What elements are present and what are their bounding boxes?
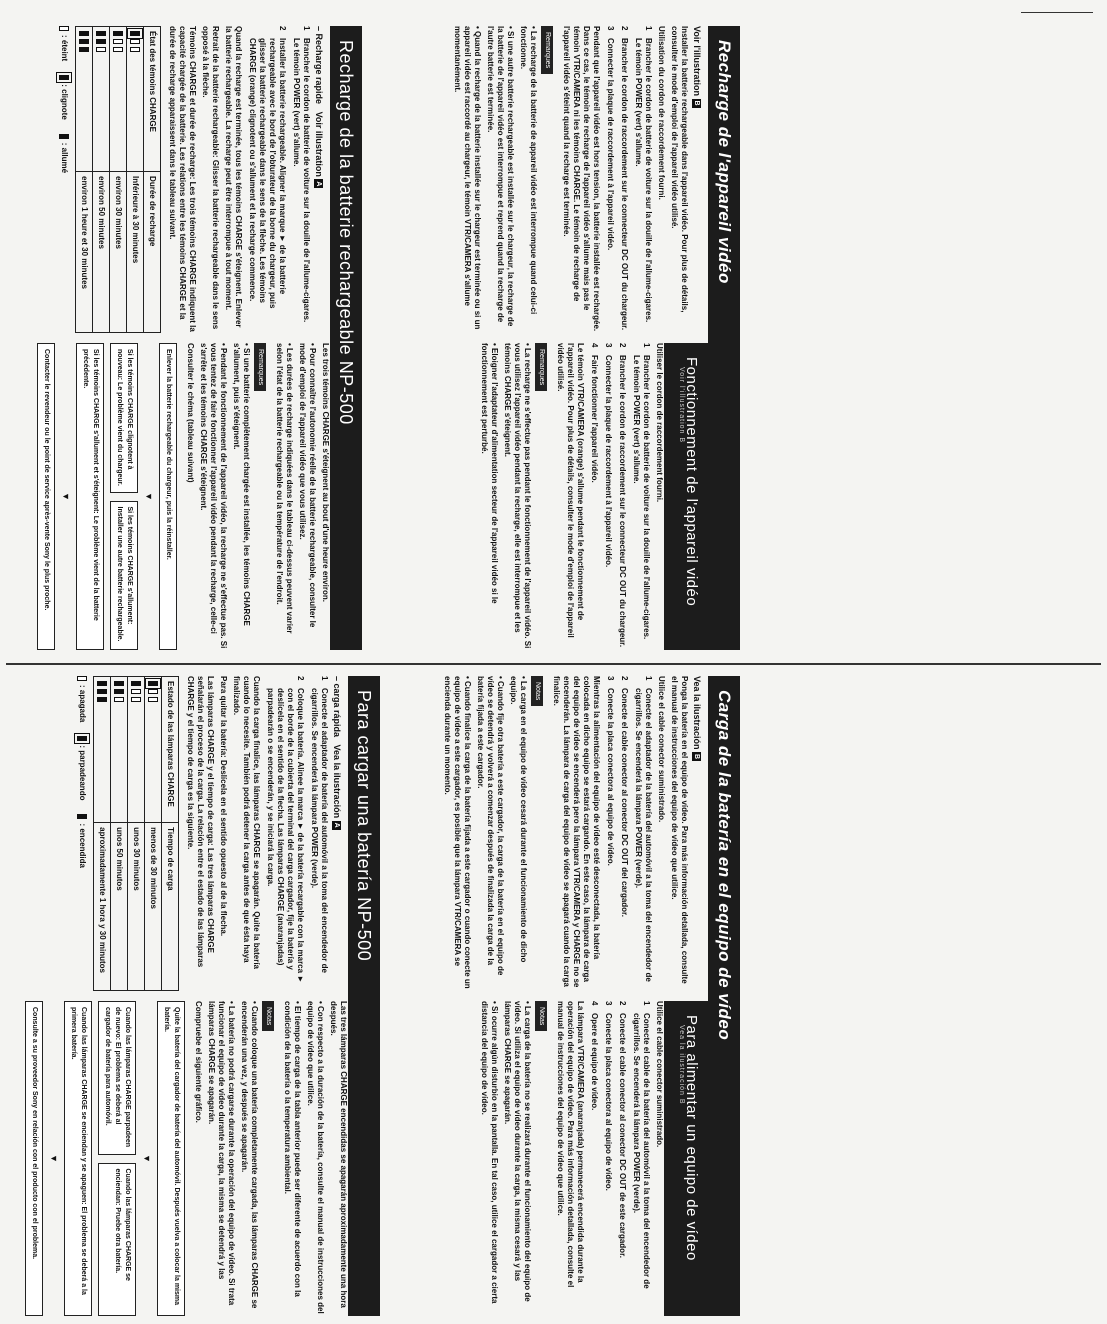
es-video-step-3: 3 Conecte la placa conectora al equipo de vídeo. [605,676,615,866]
es-video-note-2: • Cuando fije otra batería a este cargador, la carga de la batería en el equipo de vídeo se detendrá y volverá a comenzar después de finalizada la carga de la batería fijada a este cargador. [475,676,505,976]
es-video-note-chip: Notas [531,676,543,706]
arrow-down-icon: ▼ [61,492,71,501]
es-op-note-2: • Si ocurre algún disturbio en la pantalla. En tal caso, utilice el cargador a cierta distancia del equipo de vídeo. [480,1001,499,1304]
fr-legend: : éteint : clignote : allumé [59,26,69,333]
lamp-off-icon [59,26,69,31]
es-video-ill-title: Carga de la batería en el equipo de vídeo [715,690,734,1041]
page-divider [6,663,1101,665]
fr-video-step-1: 1 Brancher le cordon de batterie de voiture sur la douille de l'allume-cigares. Le témoin POWER (vert) s'allume. [633,26,653,323]
fr-note-2: • Pendant le fonctionnement de l'appareil vidéo, la recharge ne s'effectue pas. Si vous tentez de faire fonctionner l'appareil vidéo pendant la recharge, celle-ci s'arrête et les témoins CHARGE s'éteignent. [199,343,228,649]
fr-voir: Voir illustration [314,111,324,177]
fr-note-chip: Remarques [254,343,266,391]
es-charge-section [20,676,380,1316]
es-hour: Las tres lámparas CHARGE encendidas se apagarán aproximadamente una hora después. [329,1001,348,1308]
es-bullet-1: • Con respecto a la duración de la batería, consulte el manual de instrucciones del equipo de vídeo que utilice. [306,1001,325,1314]
es-flow-intro: Compruebe el siguiente gráfico. [194,1001,203,1123]
flow-box: Si les témoins CHARGE s'allument: Installer une autre batterie rechargeable. [110,501,138,651]
fr-hour: Les trois témoins CHARGE s'éteignent au bout d'une heure environ. [321,343,330,602]
es-video-p1: Mientras la alimentación del equipo de vídeo esté desconectada, la batería colocada en dicho equipo se estará cargando. En este caso, la lámpara de carga del equipo de vídeo se encenderá pero la lámpara VTR/CAMERA y CHARGE no se encenderán. La lámpara de carga del equipo de vídeo se apagará cuando la carga finalice. [551,676,601,988]
illustration-a-icon: A [314,181,322,187]
illustration-b-icon: B [692,100,700,106]
es-remove: Para quitar la batería: Deslícela en el sentido opuesto al de la flecha. [218,676,228,937]
fr-video-step-2: 2 Brancher le cordon de raccordement sur le connecteur DC OUT du chargeur. [619,26,629,331]
es-flowchart [25,1001,185,1316]
es-op-note-1: • La carga de la batería no se realizará durante el funcionamiento del equipo de vídeo. Si utiliza el equipo de vídeo durante la carga, la misma cesará y las lámparas CHARGE se apagarán. [503,1001,532,1302]
es-video-cable: Utilice el cable conector suministrado. [656,676,666,823]
table-row: environ 50 minutes [92,27,109,333]
es-step-1: 1 Conecte el adaptador de batería del automóvil a la toma del encendedor de cigarrillos. Se encenderá la lámpara POWER (verde). [309,676,329,973]
flow-box: Consulte a su proveedor Sony en relación con el producto con el problema. [25,1001,43,1316]
fr-charge-col-1 [0,26,330,333]
fr-video-p1: Pendant que l'appareil vidéo est hors tension, la batterie installée est rechargée. Dans ce cas, le témoin de recharge de l'appareil vidéo s'allume mais pas le témoin VTR/CAMERA ni les témoins CHARGE. Le témoin de recharge de l'appareil vidéo s'éteint quand la recharge est terminée. [561,26,601,332]
fr-flow-intro: Consulter le chéma (tableau suivant) [186,343,195,483]
es-op-step-3: 3 Conecte la placa conectora al equipo de vídeo. [604,1001,613,1191]
es-video-step-2: 2 Conecte el cable conector al conector DC OUT del cargador. [619,676,629,917]
es-video-intro: Ponga la batería en el equipo de vídeo. Para más información detallada, consulte el manual de instrucciones del equipo de vídeo que utilice. [669,676,689,984]
flow-box: Cuando las lámparas CHARGE se enciendan y se apaguen: El problema se deberá a la primera batería. [64,1001,92,1316]
arrow-down-icon: ▼ [142,1154,152,1163]
fr-video-intro: Installer la batterie rechargeable dans l'appareil vidéo. Pour plus de détails, consulter le mode d'emploi de l'appareil vidéo utilisé. [669,26,689,313]
flow-box: Si les témoins CHARGE clignotent à nouveau: Le problème vient du chargeur. [110,343,138,493]
fr-op-step-1: 1 Brancher le cordon de batterie de voiture sur la douille de l'allume-cigares. Le témoin POWER (vert) s'allume. [632,343,651,640]
fr-video-col-2: Fonctionnement de l'appareil vidéo Voir l'illustration B Utiliser le cordon de raccordement fourni. 1 Brancher le cordon de batterie de voiture sur la douille de l'allume-cigares. Le témoin POWER (vert) s'allume. 2 Brancher le cordon de raccordement sur le connecteur DC OUT du chargeur. 3 Connecter la plaque de raccordement à l'appareil vidéo. 4 Faire fonctionner l'appareil vidéo. Le témoin VTR/CAMERA (orange) s'allume pendant le fonctionnement de l'appareil vidéo. Pour plus de détails, consulter le mode d'emploi de l'appareil vidéo utilisé. Remarques • La recharge ne s'effectue pas pendant le fonctionnement de l'appareil vidéo. Si vous utilisez l'appareil vidéo pendant la recharge, elle est interrompue et les témoins CHARGE s'éteignent. • Eloigner l'adaptateur d'alimentation secteur de l'appareil vidéo si le fonctionnement est perturbé. [338,343,708,650]
fr-video-ill-title: Recharge de l'appareil vidéo [715,40,734,284]
fr-charge-table: État des témoins CHARGE Durée de recharge Inférieure à 30 minutes environ 30 minutes environ 50 minutes environ 1 heure et 30 minutes [75,26,161,333]
lamp-off-icon [77,676,87,681]
lamp-blink-icon [77,736,87,741]
fr-step-2: 2 Installer la batterie rechargeable. Aligner la marque ► de la batterie rechargeable avec le bord de l'obturateur de la borne du chargeur, puis glisser la batterie rechargeable dans le sens de la flèche. Les témoins CHARGE (orange) clignotent ou s'allument et la recharge commence. [247,26,287,309]
es-operation-note-chip: Notas [535,1001,547,1031]
es-video-step-1: 1 Conecte el adaptador de la batería del automóvil a la toma del encendedor de cigarrillos. Se encenderá la lámpara POWER (verde). [633,676,653,982]
fr-op-note-2: • Eloigner l'adaptateur d'alimentation secteur de l'appareil vidéo si le fonctionnement est perturbé. [480,343,499,604]
fr-op-step-3: 3 Connecter la plaque de raccordement à l'appareil vidéo. [604,343,613,568]
es-quick-heading: – carga rápida [332,676,342,738]
es-done: Cuando la carga finalice, las lámparas CHARGE se apagarán. Quite la batería cuando lo necesite. También podrá detener la carga antes de que ésta haya finalizado. [231,676,261,969]
table-row: menos de 30 minutos [144,677,161,991]
fr-charge-section [22,26,362,650]
flow-box: Cuando las lámparas CHARGE se enciendan: Pruebe otra batería. [98,1163,136,1317]
es-legend: : apagada : parpadeando : encendida [77,676,87,991]
fr-video-cable: Utilisation du cordon de raccordement fourni. [656,26,666,200]
es-op-step-2: 2 Conecte el cable conector al conector DC OUT de este cargador. [618,1001,627,1258]
es-lamps: Las lámparas CHARGE y el tiempo de carga: Las tres lámparas CHARGE señalarán el proceso de la carga. La relación entre el estado de las lámparas CHARGE y el tiempo de carga es la siguiente. [185,676,215,968]
es-charge-col-1: – carga rápida Vea la ilustración A 1 Conecte el adaptador de batería del automóvil a la toma del encendedor de cigarrillos. Se encenderá la lámpara POWER (verde). 2 Coloque la batería. Alinee la marca ► de la batería recargable con la marca ► con el borde de la cubierta del terminal del carga cargador, fije la batería y deslícela en el sentido de la flecha. Las lámparas CHARGE (anaranjadas) parpadearán o se encenderán, y se iniciará la carga. Cuando la carga finalice, las lámparas CHARGE se apagarán. Quite la batería cuando lo necesite. También podrá detener la carga antes de que ésta haya finalizado. Para quitar la batería: Deslícela en el sentido opuesto al de la flecha. Las lámparas CHARGE y el tiempo de carga: Las tres lámparas CHARGE señalarán el proceso de la carga. La relación entre el estado de las lámparas CHARGE y el tiempo de carga es la siguiente. Estado de las lámparas CHARGE Tiempo de carga menos de 30 minutos unos 30 minutos unos 50 minutos aproximadamente 1 hora y 30 minutos : apagada : parpadeando : encendida [0,676,348,991]
es-video-col-1: Vea la ilustración B Ponga la batería en el equipo de vídeo. Para más información detallada, consulte el manual de instrucciones del equipo de vídeo que utilice. Utilice el cable conector suministrado. 1 Conecte el adaptador de la batería del automóvil a la toma del encendedor de cigarrillos. Se encenderá la lámpara POWER (verde). 2 Conecte el cable conector al conector DC OUT del cargador. 3 Conecte la placa conectora al equipo de vídeo. Mientras la alimentación del equipo de vídeo esté desconectada, la batería colocada en dicho equipo se estará cargando. En este caso, la lámpara de carga del equipo de vídeo se encenderá pero la lámpara VTR/CAMERA y CHARGE no se encenderán. La lámpara de carga del equipo de vídeo se apagará cuando la carga finalice. Notas • La carga en el equipo de vídeo cesará durante el funcionamiento de dicho equipo. • Cuando fije otra batería a este cargador, la carga de la batería en el equipo de vídeo se detendrá y volverá a comenzar después de finalizada la carga de la batería fijada a este cargador. • Cuando finalice la carga de la batería fijada a este cargador o cuando conecte un equipo de vídeo a este cargador, es posible que la lámpara VTR/CAMERA se encienda durante un momento. [348,676,708,991]
fr-charge-col-2 [0,343,330,650]
es-charge-table: Estado de las lámparas CHARGE Tiempo de carga menos de 30 minutos unos 30 minutos unos 50 minutos aproximadamente 1 hora y 30 minutos [93,676,179,991]
es-video-section [380,676,740,1316]
fr-done: Quand la recharge est terminée, tous les témoins CHARGE s'éteignent. Enlever la batterie rechargeable. La recharge peut être interrompue à tout moment. [223,26,243,328]
fr-note-1: • Si une batterie complètement chargée est installée, les témoins CHARGE s'allument, puis s'éteignent. [232,343,251,626]
es-video-note-1: • La carga en el equipo de vídeo cesará durante el funcionamiento de dicho equipo. [508,676,528,963]
es-charge-title: Para cargar una batería NP-500 [348,676,380,1316]
table-row: unos 30 minutos [127,677,144,991]
fr-video-note-2: • Si une autre batterie rechargeable est installée sur le chargeur, la recharge de la batterie de l'appareil vidéo est interrompue et reprend quand la recharge de l'autre batterie est terminée. [485,26,515,327]
fr-video-note-1: • La recharge de la batterie de appareil vidéo est interrompue quand celui-ci fonctionne. [518,26,538,315]
fr-remove: Retrait de la batterie rechargeable: Glisser la batterie rechargeable dans le sens opposé à la flèche. [200,26,220,330]
fr-video-note-chip: Remarques [541,26,553,74]
fr-bullet-2: • Les durées de recharge indiquées dans le tableau ci-dessus peuvent varier selon l'état de la batterie rechargeable ou la température de l'endroit. [275,343,294,634]
es-charge-col-2 [0,1001,348,1316]
es-video-note-3: • Cuando finalice la carga de la batería fijada a este cargador o cuando conecte un equipo de vídeo a este cargador, es posible que la lámpara VTR/CAMERA se encienda durante un momento. [442,676,472,989]
fr-video-section [370,26,740,650]
es-operation-p2: La lámpara VTR/CAMERA (anaranjada) permanecerá encendida durante la operación del equipo de vídeo. Para más información detallada, consulte el manual de instrucciones del equipo de vídeo que utilice. [556,1001,585,1288]
fr-operation-title: Fonctionnement de l'appareil vidéo [683,357,700,607]
es-step-2: 2 Coloque la batería. Alinee la marca ► de la batería recargable con la marca ► con el borde de la cubierta del terminal del carga cargador, fije la batería y deslícela en el sentido de la flecha. Las lámparas CHARGE (anaranjadas) parpadearán o se encenderán, y se iniciará la carga. [265,676,305,984]
fr-flowchart [37,343,177,650]
es-note-2: • La batería no podrá cargarse durante la operación del equipo de vídeo. Si trata funcionar el equipo de vídeo durante la carga, la misma se detendrá y las lámparas CHARGE se apagarán. [207,1001,236,1306]
arrow-down-icon: ▼ [49,1154,59,1163]
table-row: environ 1 heure et 30 minutes [75,27,92,333]
fr-op-step-4: 4 Faire fonctionner l'appareil vidéo. [590,343,599,483]
table-row: aproximadamente 1 hora y 30 minutos [93,677,110,991]
top-rule [1021,12,1093,13]
es-note-chip: Notas [262,1001,274,1031]
fr-charge-title: Recharge de la batterie rechargeable NP-500 [330,26,362,650]
table-row: unos 50 minutos [110,677,127,991]
es-note-1: • Cuando coloque una batería completamente cargada, las lámparas CHARGE se encenderán una vez, y después se apagarán. [240,1001,259,1309]
fr-operation-p2: Le témoin VTR/CAMERA (orange) s'allume pendant le fonctionnement de l'appareil vidéo. Pour plus de détails, consulter le mode d'emploi de l'appareil vidéo utilisé. [556,343,585,638]
lamp-on-icon [59,134,69,139]
arrow-down-icon: ▼ [144,492,154,501]
lamp-blink-icon [59,75,69,80]
fr-quick-heading: – Recharge rapide [314,26,324,105]
fr-step-1: 1 Brancher le cordon de batterie de voiture sur la douille de l'allume-cigares. Le témoin POWER (vert) s'allume. [291,26,311,323]
fr-video-col-1: Voir l'illustration B Installer la batterie rechargeable dans l'appareil vidéo. Pour plus de détails, consulter le mode d'emploi de l'appareil vidéo utilisé. Utilisation du cordon de raccordement fourni. 1 Brancher le cordon de batterie de voiture sur la douille de l'allume-cigares. Le témoin POWER (vert) s'allume. 2 Brancher le cordon de raccordement sur le connecteur DC OUT du chargeur. 3 Connecter la plaque de raccordement à l'appareil vidéo. Pendant que l'appareil vidéo est hors tension, la batterie installée est rechargée. Dans ce cas, le témoin de recharge de l'appareil vidéo s'allume mais pas le témoin VTR/CAMERA ni les témoins CHARGE. Le témoin de recharge de l'appareil vidéo s'éteint quand la recharge est terminée. Remarques • La recharge de la batterie de appareil vidéo est interrompue quand celui-ci fonctionne. • Si une autre batterie rechargeable est installée sur le chargeur, la recharge de la batterie de l'appareil vidéo est interrompue et reprend quand la recharge de l'autre batterie est terminée. • Quand la recharge de la batterie installée sur le chargeur est terminée ou si un appareil vidéo est raccordé au chargeur, le témoin VTR/CAMERA s'allume momentanément. [452,26,702,332]
illustration-a-icon: A [332,822,340,828]
es-bullet-2: • El tiempo de carga de la tabla anterior puede ser diferente de acuerdo con la condición de la batería o la temperatura ambiental. [283,1001,302,1297]
illustration-b-icon: B [692,754,700,760]
es-op-step-4: 4 Opere el equipo de vídeo. [590,1001,599,1111]
flow-box: Enlever la batterie rechargeable du chargeur, puis la réinstaller. [159,343,177,650]
table-row: Inférieure à 30 minutes [126,27,143,333]
fr-bullet-1: • Pour connaître l'autonomie réelle de la batterie rechargeable, consulter le mode d'emploi de l'appareil vidéo que vous utilisez. [298,343,317,628]
fr-operation-use: Utiliser le cordon de raccordement fourni. [655,343,664,503]
fr-video-note-3: • Quand la recharge de la batterie installée sur le chargeur est terminée ou si un appareil vidéo est raccordé au chargeur, le témoin VTR/CAMERA s'allume momentanément. [452,26,482,330]
flow-box: Cuando las lámparas CHARGE parpadeen de nuevo: El problema se deberá al cargador de batería para automóvil. [98,1001,136,1155]
es-operation-title: Para alimentar un equipo de vídeo [683,1015,700,1261]
fr-operation-note-chip: Remarques [535,343,547,391]
fr-video-step-3: 3 Connecter la plaque de raccordement à l'appareil vidéo. [605,26,615,251]
flow-box: Quite la batería del cargador de batería del automóvil. Después vuelva a colocar la misma batería. [157,1001,185,1316]
lamp-on-icon [77,814,87,819]
es-operation-use: Utilice el cable conector suministrado. [655,1001,664,1148]
table-row: environ 30 minutes [109,27,126,333]
es-op-step-1: 1 Conecte el cable de la batería del automóvil a la toma del encendedor de cigarrillos. Se encenderá la lámpara POWER (verde). [632,1001,651,1289]
flow-box: Contacter le revendeur ou le point de service après-vente Sony le plus proche. [37,343,55,650]
fr-op-step-2: 2 Brancher le cordon de raccordement sur le connecteur DC OUT du chargeur. [618,343,627,648]
es-video-col-2: Para alimentar un equipo de vídeo Vea la ilustración B Utilice el cable conector suministrado. 1 Conecte el cable de la batería del automóvil a la toma del encendedor de cigarrillos. Se encenderá la lámpara POWER (verde). 2 Conecte el cable conector al conector DC OUT de este cargador. 3 Conecte la placa conectora al equipo de vídeo. 4 Opere el equipo de vídeo. La lámpara VTR/CAMERA (anaranjada) permanecerá encendida durante la operación del equipo de vídeo. Para más información detallada, consulte el manual de instrucciones del equipo de vídeo que utilice. Notas • La carga de la batería no se realizará durante el funcionamiento del equipo de vídeo. Si utiliza el equipo de vídeo durante la carga, la misma cesará y las lámparas CHARGE se apagarán. • Si ocurre algún disturbio en la pantalla. En tal caso, utilice el cargador a cierta distancia del equipo de vídeo. [348,1001,708,1316]
fr-lamps: Témoins CHARGE et durée de recharge: Les trois témoins CHARGE indiquent la capacité chargée de la batterie. Les relations entre les témoins CHARGE et la durée de recharge apparaissent dans le tableau suivant. [167,26,197,332]
flow-box: Si les témoins CHARGE s'allument et s'éteignent: Le problème vient de la batterie précédente. [76,343,104,650]
fr-op-note-1: • La recharge ne s'effectue pas pendant le fonctionnement de l'appareil vidéo. Si vous utilisez l'appareil vidéo pendant la recharge, elle est interrompue et les témoins CHARGE s'éteignent. [503,343,532,649]
